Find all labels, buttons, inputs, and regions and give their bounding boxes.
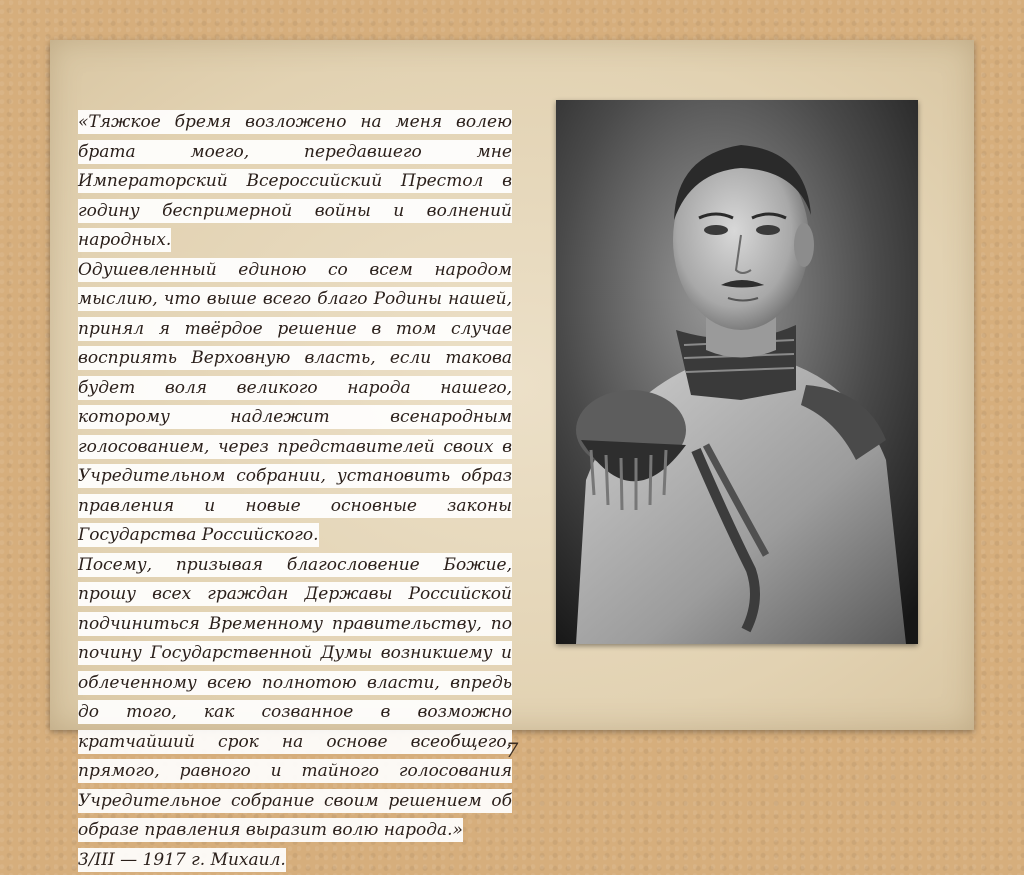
quote-paragraph-1 — [78, 108, 512, 256]
quote-paragraph-3 — [78, 551, 512, 846]
portrait-image — [556, 100, 918, 644]
paragraph-1-text: «Тяжкое бремя возложено на меня волею брата моего, передавшего мне Императорский Всероссийский Престол в годину беспримерной войны и волнений народных. — [78, 110, 512, 252]
portrait-photo — [556, 100, 918, 644]
quote-paragraph-2 — [78, 256, 512, 551]
paragraph-3-text: Посему, призывая благословение Божие, прошу всех граждан Державы Российской подчиниться Временному правительству, по почину Государственной Думы возникшему и облеченному всею полнотою власти, впредь до того, как созванное в возможно кратчайший срок на основе всеобщего, прямого, равного и тайного голосования Учредительное собрание своим решением об образе правления выразит волю народа.» — [78, 553, 512, 843]
page-number: 7 — [0, 738, 1024, 762]
signature-text: 3/III — 1917 г. Михаил. — [78, 848, 286, 872]
paragraph-2-text: Одушевленный единою со всем народом мыслию, что выше всего благо Родины нашей, принял я твёрдое решение в том случае восприять Верховную власть, если такова будет воля великого народа нашего, которому надлежит всенародным голосованием, через представителей своих в Учредительном собрании, установить образ правления и новые основные законы Государства Российского. — [78, 258, 512, 548]
signature — [78, 846, 512, 875]
